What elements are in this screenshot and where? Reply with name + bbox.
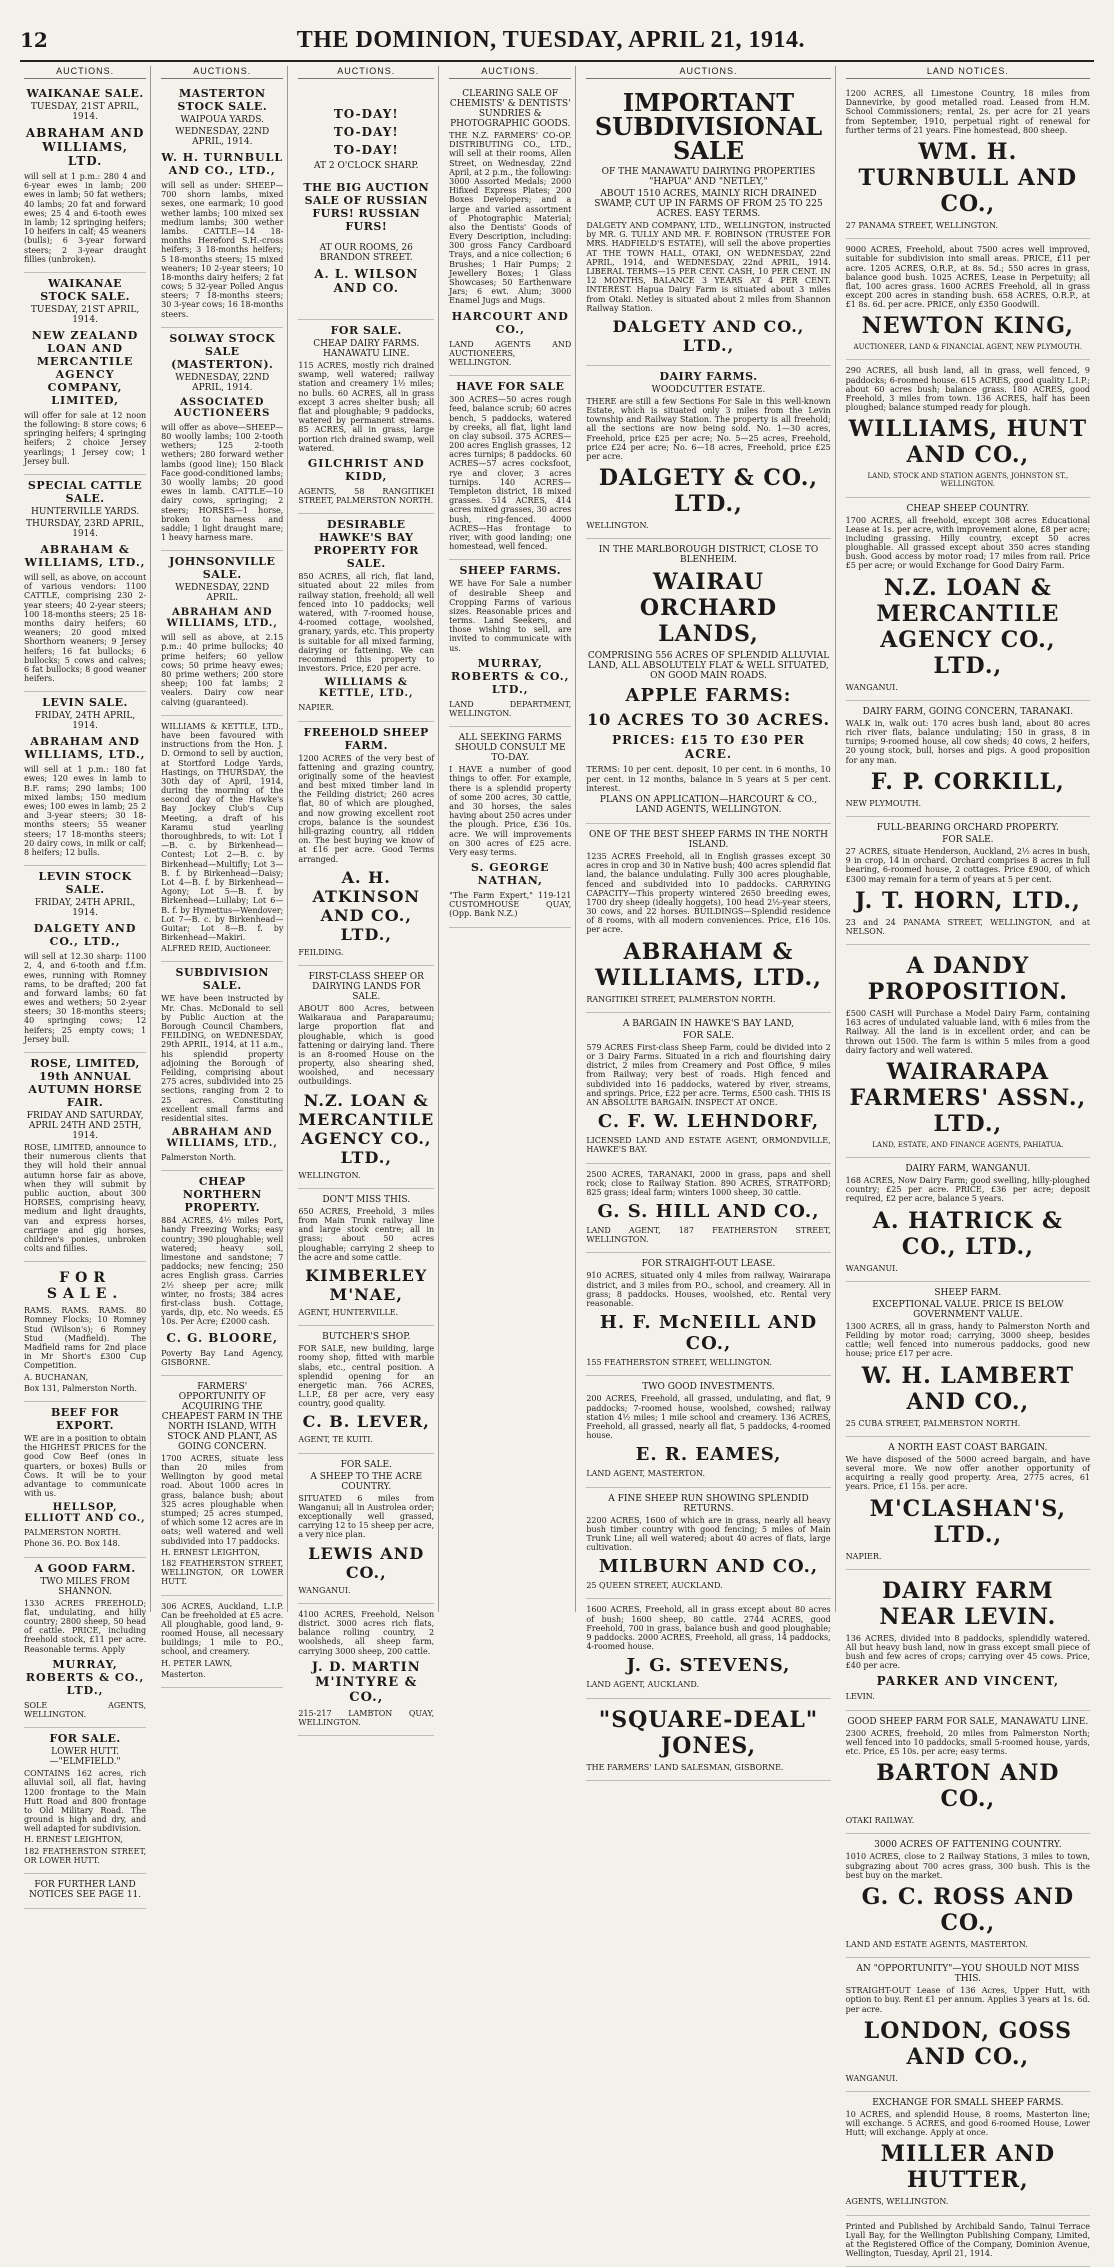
ad-freehold-sheep-farm: FREEHOLD SHEEP FARM. 1200 ACRES of the very best of fattening and grazing country, originally some of the heaviest and best mixed timber land in the Feilding district; 260 acres flat, 80 of which are ploughed, and now growing excellent root crops, balance is the soundest hill-grazing country, all ridden on. The best buying we know of at £16 per acre. Good Terms arranged. A. H. ATKINSON AND CO., LTD., FEILDING.: [298, 722, 434, 966]
ad-exchange-small-sheep: EXCHANGE FOR SMALL SHEEP FARMS. 10 ACRES, and splendid House, 8 rooms, Masterton line; will exchange. 5 ACRES, and good 6-roomed House, Lower Hutt; will exchange. Apply at once. MILLER AND HUTTER, AGENTS, WELLINGTON.: [846, 2092, 1090, 2216]
ad-have-for-sale: HAVE FOR SALE 300 ACRES—50 acres rough feed, balance scrub; 60 acres bench, 5 paddocks, watered by creeks, all flat, light land on clay subsoil. 375 ACRES—200 acres English grasses, 12 acres turnips; 8 paddocks. 60 ACRES—57 acres cocksfoot, rye and clover, 3 acres turnips. 140 ACRES—Templeton district, 18 mixed grasses. 514 ACRES, 414 acres mixed grasses, 30 acres bush, ring-fenced. 4000 ACRES—Has frontage to river, with good landing; one homestead, well fenced.: [449, 376, 571, 560]
ad-russian-furs: TO-DAY! TO-DAY! TO-DAY! AT 2 O'CLOCK SHARP. THE BIG AUCTION SALE OF RUSSIAN FURS! RUSSIAN FURS! AT OUR ROOMS, 26 BRANDON STREET. A. L. WILSON AND CO.: [298, 83, 434, 320]
ad-butchers-shop: BUTCHER'S SHOP. FOR SALE, new building, large roomy shop, fitted with marble slabs, etc., central position. A splendid opening for an energetic man. 766 ACRES, L.I.P., £8 per acre, very easy country, good quality. C. B. LEVER, AGENT, TE KUITI.: [298, 1326, 434, 1454]
column-heading: AUCTIONS.: [298, 66, 434, 79]
ad-lambert-sheep-farm: SHEEP FARM. EXCEPTIONAL VALUE. PRICE IS BELOW GOVERNMENT VALUE. 1300 ACRES, all in grass, handy to Palmerston North and Feilding by motor road; carrying, 3000 sheep, besides cattle; well fenced into numerous paddocks, good new house; price £17 per acre. W. H. LAMBERT AND CO., 25 CUBA STREET, PALMERSTON NORTH.: [846, 1282, 1090, 1437]
column-heading: LAND NOTICES.: [846, 66, 1090, 79]
ad-good-farm: A GOOD FARM. TWO MILES FROM SHANNON. 1330 ACRES FREEHOLD; flat, undulating, and hilly country; 2800 sheep, 50 head of cattle. PRICE, including freehold stock, £11 per acre. Reasonable terms. Apply MURRAY, ROBERTS & CO., LTD., SOLE AGENTS, WELLINGTON.: [24, 1558, 146, 1729]
page-number: 12: [20, 28, 48, 52]
ad-square-deal-jones: "SQUARE-DEAL" JONES, THE FARMERS' LAND SALESMAN, GISBORNE.: [586, 1699, 830, 1781]
ad-rams-for-sale: FOR SALE. RAMS. RAMS. RAMS. 80 Romney Flocks; 10 Romney Stud (Wilson's); 6 Romney Stud (Madfield). The Madfield rams for 2nd place in Mr Short's £300 Cup Competition. A. BUCHANAN, Box 131, Palmerston North.: [24, 1262, 146, 1402]
ad-sheep-to-acre: FOR SALE. A SHEEP TO THE ACRE COUNTRY. SITUATED 6 miles from Wanganui; all in Austrolea order; exceptionally well grassed, carrying 12 to 15 sheep per acre, a very nice plan. LEWIS AND CO., WANGANUI.: [298, 1454, 434, 1604]
ad-two-good-investments: TWO GOOD INVESTMENTS. 200 ACRES, Freehold, all grassed, undulating, and flat, 9 paddocks; 7-roomed house, woolshed, cowshed; railway station 4½ miles; 1 mile school and creamery. 136 ACRES, Freehold, all grassed, nearly all flat, 5 paddocks, 4-roomed house. E. R. EAMES, LAND AGENT, MASTERTON.: [586, 1376, 830, 1487]
ad-waikanae-stock-sale: WAIKANAE STOCK SALE. TUESDAY, 21ST APRIL, 1914. NEW ZEALAND LOAN AND MERCANTILE AGENCY COMPANY, LIMITED, will offer for sale at 12 noon the following: 8 store cows; 6 springing heifers; 4 springing heifers; 2 choice Jersey yearlings; 1 Jersey cow; 1 Jersey bull.: [24, 273, 146, 475]
ad-solway-stock-sale: SOLWAY STOCK SALE (MASTERTON). WEDNESDAY, 22ND APRIL, 1914. ASSOCIATED AUCTIONEERS will offer as above—SHEEP—80 woolly lambs; 100 2-tooth wethers; 125 2-tooth wethers; 280 forward wether lambs (good line); 150 Black Face good-conditioned lambs; 30 woolly lambs; 20 good ewes in lamb. CATTLE—10 dairy cows, springing; 2 steers; HORSES—1 horse, broken to harness and saddle; 1 light draught mare; 1 heavy harness mare.: [161, 328, 283, 551]
column-6: [842, 66, 1094, 2259]
column-4: [445, 66, 576, 1612]
ad-hawkes-bay-property: DESIRABLE HAWKE'S BAY PROPERTY FOR SALE. 850 ACRES, all rich, flat land, situated about 22 miles from railway station, freehold; all well fenced into 10 paddocks; well watered, with 7-roomed house, 4-roomed cottage, woolshed, granary, yards, etc. This property is suitable for all mixed farming, dairying or fattening. We can recommend this property to investors. Price, £20 per acre. WILLIAMS & KETTLE, LTD., NAPIER.: [298, 514, 434, 721]
ad-johnsonville-sale: JOHNSONVILLE SALE. WEDNESDAY, 22ND APRIL. ABRAHAM AND WILLIAMS, LTD., will sell as above, at 2.15 p.m.: 40 prime bullocks; 40 prime heifers; 60 yellow cows; 50 prime heavy ewes; 80 prime wethers; 200 store sheep; 100 fat lambs; 2 vealers. Dairy cow near calving (guaranteed).: [161, 551, 283, 716]
ad-dairy-taranaki: DAIRY FARM, GOING CONCERN, TARANAKI. WALK in, walk out: 170 acres bush land, about 80 acres rich river flats, balance undulating; 150 in grass, 8 in turnips; 9-roomed house, all cow sheds; 40 cows, 2 heifers, 20 young stock, bull, horses and pigs. A good proposition for any man. F. P. CORKILL, NEW PLYMOUTH.: [846, 701, 1090, 817]
ad-subdivisional-sale: IMPORTANT SUBDIVISIONAL SALE OF THE MANAWATU DAIRYING PROPERTIES "HAPUA" AND "NETLEY," ABOUT 1510 ACRES, MAINLY RICH DRAINED SWAMP, CUT UP IN FARMS OF FROM 25 TO 225 ACRES. EASY TERMS. DALGETY AND COMPANY, LTD., WELLINGTON, instructed by MR. G. TULLY AND MR. F. ROBINSON (TRUSTEE FOR MRS. HADFIELD'S ESTATE), will sell the above properties AT THE TOWN HALL, OTAKI, ON WEDNESDAY, 22nd APRIL, 1914, and WEDNESDAY, 22nd APRIL, 1914. LIBERAL TERMS—15 PER CENT. CASH, 10 PER CENT. IN 12 MONTHS, BALANCE 3 YEARS AT 4 PER CENT. INTEREST. Hapua Dairy Farm is situated about 3 miles from Otaki. Netley is situated about 2 miles from Shannon Railway Station. DALGETY AND CO., LTD.,: [586, 83, 830, 366]
ad-cheap-dairy-farms: FOR SALE. CHEAP DAIRY FARMS. HANAWATU LINE. 115 ACRES, mostly rich drained swamp, well watered; railway station and creamery 1½ miles; no bulls. 60 ACRES, all in grass except 3 acres shelter bush; all flat and ploughable; 9 paddocks, watered by permanent streams. 85 ACRES, all in grass, large portion rich drained swamp, well watered. GILCHRIST AND KIDD, AGENTS, 58 RANGITIKEI STREET, PALMERSTON NORTH.: [298, 320, 434, 514]
ad-levin-stock-sale: LEVIN STOCK SALE. FRIDAY, 24TH APRIL, 1914. DALGETY AND CO., LTD., will sell at 12.30 sharp: 1100 2, 4, and 6-tooth and f.f.m. ewes, running with Romney rams, to be drafted; 200 fat and forward lambs; 60 fat ewes and wethers; 50 2-year steers; 30 18-months steers; 40 springing cows; 12 heifers; 25 empty cows; 1 Jersey bull.: [24, 866, 146, 1053]
imprint: Printed and Published by Archibald Sando, Tainui Terrace Lyall Bay, for the Wellington Publishing Company, Limited, at the Registered Office of the Company, Dominion Avenue, Wellington, Tuesday, April 21, 1914.: [846, 2216, 1090, 2267]
columns: [20, 66, 1094, 2259]
ad-karamu-yearlings: WILLIAMS & KETTLE, LTD., have been favoured with instructions from the Hon. J. D. Ormond to sell by auction, at Stortford Lodge Yards, Hastings, on THURSDAY, the 30th day of April, 1914, during the morning of the second day of the Hawke's Bay Jockey Club's Cup Meeting, a draft of his Karamu stud yearling thoroughbreds, to wit: Lot 1—B. c. by Birkenhead—Contest; Lot 2—B. c. by Birkenhead—Multifly; Lot 3—B. f. by Birkenhead—Daisy; Lot 4—B. f. by Birkenhead—Agony; Lot 5—B. f. by Birkenhead—Lullaby; Lot 6—B. f. by Hymettus—Wendover; Lot 7—B. c. by Birkenhead—Guitar; Lot 8—B. f. by Birkenhead—Makiri. ALFRED REID, Auctioneer.: [161, 716, 283, 963]
ad-dandy-proposition: A DANDY PROPOSITION. £500 CASH will Purchase a Model Dairy Farm, containing 163 acres of undulated valuable land, with 6 miles from the Railway. All the land is in excellent order, and can be thrown out 1500. The farm is within 5 miles from a good dairy factory and well watered. WAIRARAPA FARMERS' ASSN., LTD., LAND, ESTATE, AND FINANCE AGENTS, PAHIATUA.: [846, 945, 1090, 1158]
column-3: [294, 66, 439, 1727]
column-1: [20, 66, 151, 1900]
ad-subdivision-sale: SUBDIVISION SALE. WE have been instructed by Mr. Chas. McDonald to sell by Public Auction at the Borough Council Chambers, FEILDING, on WEDNESDAY, 29th APRIL, 1914, at 11 a.m., his splendid property adjoining the Borough of Feilding, comprising about 275 acres, subdivided into 25 sections, ranging from 2 to 25 acres. Constituting excellent small farms and residential sites. ABRAHAM AND WILLIAMS, LTD., Palmerston North.: [161, 962, 283, 1171]
ad-dairy-farms-woodcutter: DAIRY FARMS. WOODCUTTER ESTATE. THERE are still a few Sections For Sale in this well-known Estate, which is situated only 3 miles from the Levin township and Railway Station. The property is all freehold; all the sections are now being sold. No. 1—30 acres, Freehold, price £25 per acre; No. 5—25 acres, Freehold, price £24 per acre; No. 6—18 acres, Freehold, price £25 per acre. DALGETY & CO., LTD., WELLINGTON.: [586, 366, 830, 540]
ad-turnbull: 1200 ACRES, all Limestone Country, 18 miles from Dannevirke, by good metalled road. Leased from H.M. School Commissioners; rental, 2s. per acre for 21 years from September, 1910, perpetual right of renewal for further terms of 21 years. Fine homestead, 800 sheep. WM. H. TURNBULL AND CO., 27 PANAMA STREET, WELLINGTON.: [846, 83, 1090, 239]
ad-newton-king: 9000 ACRES, Freehold, about 7500 acres well improved, suitable for subdivision into small areas. PRICE, £11 per acre. 1205 ACRES, O.R.P., at 8s. 5d.; 550 acres in grass, balance good bush. 1025 ACRES, Lease in Perpetuity; all flat, 100 acres grass. 1600 ACRES Freehold, all in grass except 200 acres in standing bush. 658 ACRES, O.R.P., at £1 8s. 6d. per acre. PRICE, only £350 Goodwill. NEWTON KING, AUCTIONEER, LAND & FINANCIAL AGENT, NEW PLYMOUTH.: [846, 239, 1090, 360]
ad-sheep-farms: SHEEP FARMS. WE have For Sale a number of desirable Sheep and Cropping Farms of various sizes. Reasonable prices and terms. Land Seekers, and those wishing to sell, are invited to communicate with us. MURRAY, ROBERTS & CO., LTD., LAND DEPARTMENT, WELLINGTON.: [449, 560, 571, 727]
column-heading: AUCTIONS.: [161, 66, 283, 79]
ad-first-class-sheep: FIRST-CLASS SHEEP OR DAIRYING LANDS FOR SALE. ABOUT 800 Acres, between Waikaraua and Paraparaumu; large proportion flat and ploughable, which is good fattening or dairying land. There is an 8-roomed House on the property, also shearing shed, woolshed, and necessary outbuildings. N.Z. LOAN & MERCANTILE AGENCY CO., LTD., WELLINGTON.: [298, 966, 434, 1189]
ad-opportunity: AN "OPPORTUNITY"—YOU SHOULD NOT MISS THIS. STRAIGHT-OUT Lease of 136 Acres, Upper Hutt, with option to buy. Rent £1 per annum. Applies 3 years at 1s. 6d. per acre. LONDON, GOSS AND CO., WANGANUI.: [846, 1958, 1090, 2092]
ad-beef-export: BEEF FOR EXPORT. WE are in a position to obtain the HIGHEST PRICES for the good Cow Beef (ones in quarters, or boxes) Bulls or Cows. It will be to your advantage to communicate with us. HELLSOP, ELLIOTT AND CO., PALMERSTON NORTH. Phone 36. P.O. Box 148.: [24, 1402, 146, 1558]
ad-stevens: 1600 ACRES, Freehold, all in grass except about 80 acres of bush; 1600 sheep, 80 cattle. 2744 ACRES, good Freehold, 700 in grass, balance bush and good ploughable; 9 paddocks. 2000 ACRES, Freehold, all grass, 14 paddocks, 4-roomed house. J. G. STEVENS, LAND AGENT, AUCKLAND.: [586, 1599, 830, 1698]
ad-williams-hunt: 290 ACRES, all bush land, all in grass, well fenced, 9 paddocks; 6-roomed house. 615 ACRES, good quality L.I.P.; about 60 acres bush; balance grass. 180 ACRES, good Freehold, 3 miles from town. 136 ACRES, half has been ploughed; balance stumped ready for plough. WILLIAMS, HUNT AND CO., LAND, STOCK AND STATION AGENTS, JOHNSTON ST., WELLINGTON.: [846, 360, 1090, 497]
ad-seeking-farms: ALL SEEKING FARMS SHOULD CONSULT ME TO-DAY. I HAVE a number of good things to offer. For example, there is a splendid property of some 200 acres, 30 cattle, and 30 horses, the sales having about 250 acres under the plough. Price, £36 10s. acre. We will improvements on 300 acres of £25 acre. Very easy terms. S. GEORGE NATHAN, "The Farm Expert," 119-121 CUSTOMHOUSE QUAY, (Opp. Bank N.Z.): [449, 727, 571, 927]
ad-wairau-orchard: IN THE MARLBOROUGH DISTRICT, CLOSE TO BLENHEIM. WAIRAU ORCHARD LANDS, COMPRISING 556 ACRES OF SPLENDID ALLUVIAL LAND, ALL ABSOLUTELY FLAT & WELL SITUATED, ON GOOD MAIN ROADS. APPLE FARMS: 10 ACRES TO 30 ACRES. PRICES: £15 TO £30 PER ACRE. TERMS: 10 per cent. deposit, 10 per cent. in 6 months, 10 per cent. in 12 months, balance in 5 years at 5 per cent. interest. PLANS ON APPLICATION—HARCOURT & CO., LAND AGENTS, WELLINGTON.: [586, 539, 830, 824]
ad-manawatu-sheep: GOOD SHEEP FARM FOR SALE, MANAWATU LINE. 2300 ACRES, freehold, 20 miles from Palmerston North; well fenced into 10 paddocks, small 5-roomed house, yards, etc. Price, £5 10s. per acre; easy terms. BARTON AND CO., OTAKI RAILWAY.: [846, 1711, 1090, 1835]
column-heading: AUCTIONS.: [586, 66, 830, 79]
ad-nelson-district: 4100 ACRES, Freehold, Nelson district. 3000 acres rich flats, balance rolling country, 2 woolsheds, all sheep farm, carrying 3000 sheep, 200 cattle. J. D. MARTIN M'INTYRE & CO., 215-217 LAMBTON QUAY, WELLINGTON.: [298, 1604, 434, 1736]
ad-cheap-sheep-country: CHEAP SHEEP COUNTRY. 1700 ACRES, all freehold, except 308 acres Educational Lease at 1s. per acre, with improvement alone, £8 per acre; including grassing. Hilly country, except 50 acres ploughable. All grassed except about 350 acres standing bush. Good access by motor road; 17 miles from rail. Price £5 per acre; or would Exchange for Good Dairy Farm. N.Z. LOAN & MERCANTILE AGENCY CO., LTD., WANGANUI.: [846, 498, 1090, 701]
ad-clearing-sale: CLEARING SALE OF CHEMISTS' & DENTISTS' SUNDRIES & PHOTOGRAPHIC GOODS. THE N.Z. FARMERS' CO-OP. DISTRIBUTING CO., LTD., will sell at their rooms, Allen Street, on Wednesday, 22nd April, at 2 p.m., the following: 3000 Assorted Medals; 2000 Hifixed Express Plates; 200 Boxes Developers; and a large and varied assortment of Photographic Material; also the Dentists' Goods of Every Description, including: 300 gross Fancy Cardboard Trays, and a nice collection; 6 Brushes; 1 Hair Pumps; 2 Jewellery Boxes; 1 Glass Showcases; 50 Earthenware Jars; 6 ewt. Alum; 3000 Enamel Jugs and Mugs. HARCOURT AND CO., LAND AGENTS AND AUCTIONEERS, WELLINGTON.: [449, 83, 571, 376]
newspaper-title: THE DOMINION, TUESDAY, APRIL 21, 1914.: [296, 26, 806, 53]
ad-hawkes-bay-bargain: A BARGAIN IN HAWKE'S BAY LAND, FOR SALE. 579 ACRES First-class Sheep Farm, could be divided into 2 or 3 Dairy Farms. Situated in a rich and flourishing dairy district, 2 miles from Creamery and Post Office, 9 miles from Railway; very best of roads. High fenced and subdivided into 16 paddocks, watered by river, streams, and springs. Price, £22 per acre. Terms, £500 cash. THIS IS AN ABSOLUTE BARGAIN. INSPECT AT ONCE. C. F. W. LEHNDORF, LICENSED LAND AND ESTATE AGENT, ORMONDVILLE, HAWKE'S BAY.: [586, 1013, 830, 1164]
ad-auckland-lip: 306 ACRES, Auckland, L.I.P. Can be freeholded at £5 acre. All ploughable, good land, 9-roomed House, all necessary buildings; 1 mile to P.O., school, and creamery. H. PETER LAWN, Masterton.: [161, 1596, 283, 1689]
ad-special-cattle-sale: SPECIAL CATTLE SALE. HUNTERVILLE YARDS. THURSDAY, 23RD APRIL, 1914. ABRAHAM & WILLIAMS, LTD., will sell, as above, on account of various vendors: 1100 CATTLE, comprising 230 2-year steers; 40 2-year steers; 100 18-months steers; 25 18-months dairy heifers; 60 weaners; 20 good mixed Shorthorn weaners; 9 Jersey heifers; 16 fat bullocks; 6 bullocks; 5 cows and calves; 6 fat bullocks; 8 good weaner heifers.: [24, 475, 146, 692]
ad-orchard-property: FULL-BEARING ORCHARD PROPERTY. FOR SALE. 27 ACRES, situate Henderson, Auckland, 2½ acres in bush, 9 in crop, 14 in orchard. Orchard comprises 8 acres in full bearing, 6-roomed house, 2 cottages. Price £900, of which £300 may remain for a term of years at 5 per cent. J. T. HORN, LTD., 23 and 24 PANAMA STREET, WELLINGTON, and at NELSON.: [846, 817, 1090, 945]
column-5: [582, 66, 835, 1772]
ad-fattening-country: 3000 ACRES OF FATTENING COUNTRY. 1010 ACRES, close to 2 Railway Stations, 3 miles to town, subgrazing about 700 acres grass, 300 bush. This is the best buy on the market. G. C. ROSS AND CO., LAND AND ESTATE AGENTS, MASTERTON.: [846, 1834, 1090, 1958]
ad-best-sheep-farm: ONE OF THE BEST SHEEP FARMS IN THE NORTH ISLAND. 1235 ACRES Freehold, all in English grasses except 30 acres in crop and 30 in Native bush; 400 acres splendid flat land, the balance undulating. Fully 300 acres ploughable, fenced and subdivided into 10 paddocks. CARRYING CAPACITY—This property wintered 2650 breeding ewes, 1700 dry sheep (ideally hoggets), 100 head 2½-year steers, 30 cows, and 22 horses. BUILDINGS—Splendid residence of 8 rooms, with all modern conveniences. Price, £16 10s. per acre. ABRAHAM & WILLIAMS, LTD., RANGITIKEI STREET, PALMERSTON NORTH.: [586, 824, 830, 1013]
ad-mcclashan: A NORTH EAST COAST BARGAIN. We have disposed of the 5000 acreed bargain, and have several more. We now offer another opportunity of acquiring a really good property. Area, 2775 acres, 61 years. Price, £1 15s. per acre. M'CLASHAN'S, LTD., NAPIER.: [846, 1437, 1090, 1570]
ad-cheap-northern-property: CHEAP NORTHERN PROPERTY. 884 ACRES, 4½ miles Port, handy Freezing Works; easy country; 390 ploughable; well watered; heavy soil, limestone and sandstone; 7 paddocks; new fencing; 250 acres English grass. Carries 2½ sheep per acre; milk winter, no frosts; 384 acres first-class bush. Cottage, yards, dip, etc. No weeds. £5 10s. Per Acre; £2000 cash. C. G. BLOORE, Poverty Bay Land Agency, GISBORNE.: [161, 1171, 283, 1376]
ad-dont-miss-this: DON'T MISS THIS. 650 ACRES, Freehold, 3 miles from Main Trunk railway line and large stock centre; all in grass; about 50 acres ploughable; carrying 2 sheep to the acre and some cattle. KIMBERLEY M'NAE, AGENT, HUNTERVILLE.: [298, 1189, 434, 1326]
ad-fine-sheep-run: A FINE SHEEP RUN SHOWING SPLENDID RETURNS. 2200 ACRES, 1600 of which are in grass, nearly all heavy bush timber country with good fencing; 5 miles of Main Trunk Line; all well watered; about 40 acres of flats, large cultivation. MILBURN AND CO., 25 QUEEN STREET, AUCKLAND.: [586, 1488, 830, 1600]
ad-farmers-opportunity: FARMERS' OPPORTUNITY OF ACQUIRING THE CHEAPEST FARM IN THE NORTH ISLAND, WITH STOCK AND PLANT, AS GOING CONCERN. 1700 ACRES, situate less than 20 miles from Wellington by good metal road. About 1000 acres in grass, balance bush; about 325 acres ploughable when stumped; 25 acres stumped, of which some 12 acres are in oats; well watered and well subdivided into 17 paddocks. H. ERNEST LEIGHTON, 182 FEATHERSTON STREET, WELLINGTON, OR LOWER HUTT.: [161, 1376, 283, 1596]
column-2: [157, 66, 288, 1679]
ad-lower-hutt: FOR SALE. LOWER HUTT.—"ELMFIELD." CONTAINS 162 acres, rich alluvial soil, all flat, having 1200 frontage to the Main Hutt Road and 800 frontage to Old Military Road. The ground is high and dry, and well adapted for subdivision. H. ERNEST LEIGHTON, 182 FEATHERSTON STREET, OR LOWER HUTT.: [24, 1728, 146, 1874]
ad-waikanae-sale: WAIKANAE SALE. TUESDAY, 21ST APRIL, 1914. ABRAHAM AND WILLIAMS, LTD. will sell at 1 p.m.: 280 4 and 6-year ewes in lamb; 200 ewes in lamb; 50 fat wethers; 40 lambs; 20 fat and forward ewes; 25 4 and 6-tooth ewes in lamb; 12 springing heifers; 10 heifers in calf; 45 weaners (bulls); 6 3-year forward steers; 2 3-year draught fillies (unbroken).: [24, 83, 146, 273]
ad-levin-sale: LEVIN SALE. FRIDAY, 24TH APRIL, 1914. ABRAHAM AND WILLIAMS, LTD., will sell at 1 p.m.: 180 fat ewes; 120 ewes in lamb to B.F. rams; 290 lambs; 100 mixed lambs; 150 medium ewes; 100 ewes in lamb; 25 2 and 3-year steers; 30 18-months steers; 55 weaner steers; 17 18-months steers; 20 dairy cows, in milk or calf; 8 heifers; 12 bulls.: [24, 692, 146, 866]
ad-dairy-near-levin: DAIRY FARM NEAR LEVIN. 136 ACRES, divided into 8 paddocks, splendidly watered. All but heavy bush land, now in grass except small piece of bush and few acres of crops; carrying over 45 cows. Price, £40 per acre. PARKER AND VINCENT, LEVIN.: [846, 1570, 1090, 1711]
footer-note: FOR FURTHER LAND NOTICES SEE PAGE 11.: [24, 1874, 146, 1909]
ad-masterton-stock-sale: MASTERTON STOCK SALE. WAIPOUA YARDS. WEDNESDAY, 22ND APRIL, 1914. W. H. TURNBULL AND CO., LTD., will sell as under: SHEEP—700 shorn lambs, mixed sexes, one earmark; 10 good wether lambs; 100 mixed sex medium lambs; 300 wether lambs. CATTLE—14 18-months Hereford S.H.-cross heifers; 3 18-months heifers; 5 18-months steers; 15 mixed weaners; 10 2-year steers; 10 18-months dairy heifers; 2 fat cows; 5 32-year Polled Angus steers; 7 18-months steers; 30 3-year cows; 16 18-months steers.: [161, 83, 283, 328]
ad-straight-out-lease: FOR STRAIGHT-OUT LEASE. 910 ACRES, situated only 4 miles from railway, Wairarapa district, and 3 miles from P.O., school, and creamery. All in grass; 8 paddocks. Houses, woolshed, etc. Rental very reasonable. H. F. McNEILL AND CO., 155 FEATHERSTON STREET, WELLINGTON.: [586, 1253, 830, 1376]
column-heading: AUCTIONS.: [24, 66, 146, 79]
column-heading: AUCTIONS.: [449, 66, 571, 79]
ad-dairy-wanganui: DAIRY FARM, WANGANUI. 168 ACRES, Now Dairy Farm; good swelling, hilly-ploughed country; £25 per acre. PRICE, £36 per acre; deposit required, £2 per acre, balance 5 years. A. HATRICK & CO., LTD., WANGANUI.: [846, 1158, 1090, 1282]
ad-taranaki-stratford: 2500 ACRES, TARANAKI, 2000 in grass, paps and shell rock; close to Railway Station. 890 ACRES, STRATFORD; 825 grass; ideal farm; winters 1000 sheep, 30 cattle. G. S. HILL AND CO., LAND AGENT, 187 FEATHERSTON STREET, WELLINGTON.: [586, 1164, 830, 1254]
masthead: [20, 20, 1094, 62]
ad-horse-fair: ROSE, LIMITED, 19th ANNUAL AUTUMN HORSE FAIR. FRIDAY AND SATURDAY, APRIL 24TH AND 25TH, 1914. ROSE, LIMITED, announce to their numerous clients that they will hold their annual autumn horse fair as above, when they will submit by public auction, about 300 HORSES, comprising heavy, medium and light draughts, van and express horses, carriage and gig horses, children's ponies, unbroken colts and fillies.: [24, 1053, 146, 1262]
